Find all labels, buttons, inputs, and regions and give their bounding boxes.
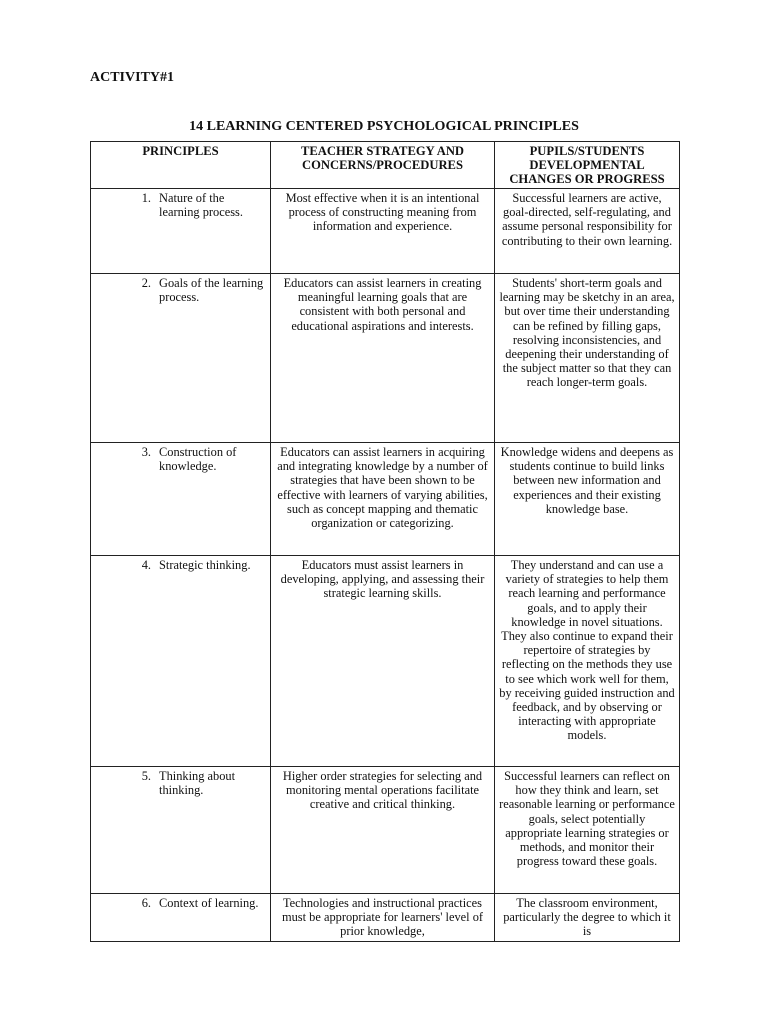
document-title: 14 LEARNING CENTERED PSYCHOLOGICAL PRINCIPLES [189,119,579,134]
table-header-row [91,142,680,189]
progress-cell: Successful learners can reflect on how they think and learn, set reasonable learning or performance goals, select potentially appropriate learning strategies or methods, and monitor their progress toward these goals. [495,767,680,894]
principle-text: Goals of the learning process. [159,276,264,305]
table-row [91,189,680,274]
principle-text: Nature of the learning process. [159,191,243,220]
strategy-cell: Educators can assist learners in acquiring and integrating knowledge by a number of strategies that have been shown to be effective with learners of varying abilities, such as concept mapping and thematic organization or categorizing. [271,443,495,556]
header-student-progress: PUPILS/STUDENTS DEVELOPMENTAL CHANGES OR PROGRESS [495,142,680,189]
principle-cell [91,556,271,767]
strategy-cell: Most effective when it is an intentional process of constructing meaning from information and experience. [271,189,495,274]
principle-text: Strategic thinking. [159,558,251,572]
principle-cell [91,767,271,894]
table-row [91,767,680,894]
table-row [91,443,680,556]
principle-text: Thinking about thinking. [159,769,236,798]
principle-cell [91,443,271,556]
principle-cell [91,894,271,942]
principle-number: 1. [141,191,151,205]
strategy-cell: Educators must assist learners in developing, applying, and assessing their strategic learning skills. [271,556,495,767]
activity-label: ACTIVITY#1 [90,70,175,85]
progress-cell: They understand and can use a variety of strategies to help them reach learning and performance goals, and to apply their knowledge in novel situations. They also continue to expand their repertoire of strategies by reflecting on the methods they use to see which work well for them, by receiving guided instruction and feedback, and by observing or interacting with appropriate models. [495,556,680,767]
header-teacher-strategy: TEACHER STRATEGY AND CONCERNS/PROCEDURES [271,142,495,189]
table-row [91,274,680,443]
principle-number: 4. [141,558,151,572]
strategy-cell: Technologies and instructional practices must be appropriate for learners' level of prior knowledge, [271,894,495,942]
table-row [91,894,680,942]
principle-number: 5. [141,769,151,783]
progress-cell: Successful learners are active, goal-directed, self-regulating, and assume personal responsibility for contributing to their own learning. [495,189,680,274]
progress-cell: Knowledge widens and deepens as students continue to build links between new information and experiences and their existing knowledge base. [495,443,680,556]
strategy-cell: Educators can assist learners in creating meaningful learning goals that are consistent with both personal and educational aspirations and interests. [271,274,495,443]
principle-number: 6. [141,896,151,910]
principle-number: 3. [141,445,151,459]
header-principles: PRINCIPLES [91,142,271,189]
strategy-cell: Higher order strategies for selecting and monitoring mental operations facilitate creative and critical thinking. [271,767,495,894]
principle-text: Context of learning. [159,896,259,910]
progress-cell: The classroom environment, particularly the degree to which it is [495,894,680,942]
principle-number: 2. [141,276,151,290]
principle-text: Construction of knowledge. [159,445,237,474]
principle-cell [91,189,271,274]
table-row [91,556,680,767]
progress-cell: Students' short-term goals and learning may be sketchy in an area, but over time their understanding can be refined by filling gaps, resolving inconsistencies, and deepening their understanding of the subject matter so that they can reach longer-term goals. [495,274,680,443]
principle-cell [91,274,271,443]
principles-table [90,141,680,942]
